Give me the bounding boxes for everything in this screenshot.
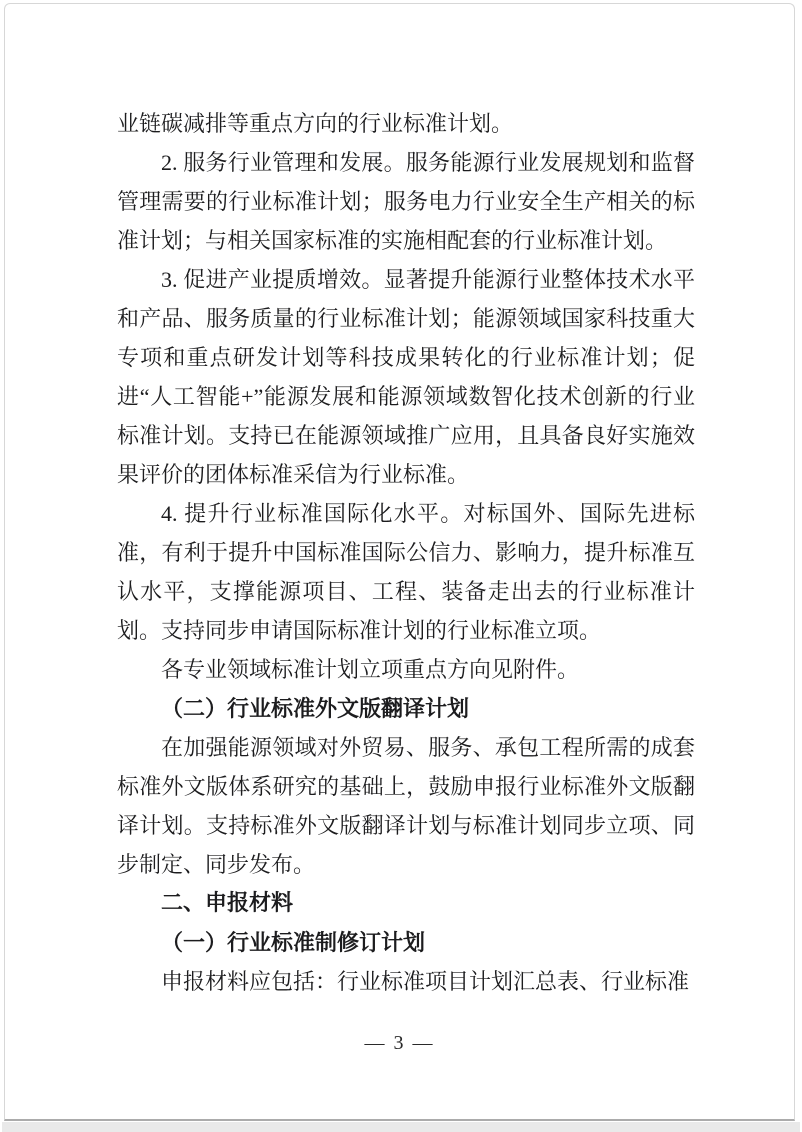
paragraph: 2. 服务行业管理和发展。服务能源行业发展规划和监督管理需要的行业标准计划；服务电力行业安全生产相关的标准计划；与相关国家标准的实施相配套的行业标准计划。 xyxy=(117,150,695,253)
document-page xyxy=(4,3,795,1121)
page-number: — 3 — xyxy=(364,1032,435,1054)
document-body xyxy=(117,104,695,1001)
paragraph: 在加强能源领域对外贸易、服务、承包工程所需的成套标准外文版体系研究的基础上，鼓励申报行业标准外文版翻译计划。支持标准外文版翻译计划与标准计划同步立项、同步制定、同步发布。 xyxy=(117,735,695,877)
section-heading: 二、申报材料 xyxy=(161,891,294,916)
page-footer xyxy=(5,1032,794,1055)
paragraph: 业链碳减排等重点方向的行业标准计划。 xyxy=(117,111,514,136)
paragraph: 4. 提升行业标准国际化水平。对标国外、国际先进标准，有利于提升中国标准国际公信力、影响力，提升标准互认水平，支撑能源项目、工程、装备走出去的行业标准计划。支持同步申请国际标准计划的行业标准立项。 xyxy=(117,501,695,643)
page-bottom-shadow xyxy=(2,1122,800,1132)
paragraph: 各专业领域标准计划立项重点方向见附件。 xyxy=(161,657,580,682)
paragraph: 申报材料应包括：行业标准项目计划汇总表、行业标准 xyxy=(161,969,690,994)
section-heading: （一）行业标准制修订计划 xyxy=(161,930,426,955)
section-heading: （二）行业标准外文版翻译计划 xyxy=(161,696,470,721)
paragraph: 3. 促进产业提质增效。显著提升能源行业整体技术水平和产品、服务质量的行业标准计划；能源领域国家科技重大专项和重点研发计划等科技成果转化的行业标准计划；促进“人工智能+”能源发展和能源领域数智化技术创新的行业标准计划。支持已在能源领域推广应用，且具备良好实施效果评价的团体标准采信为行业标准。 xyxy=(117,267,695,487)
